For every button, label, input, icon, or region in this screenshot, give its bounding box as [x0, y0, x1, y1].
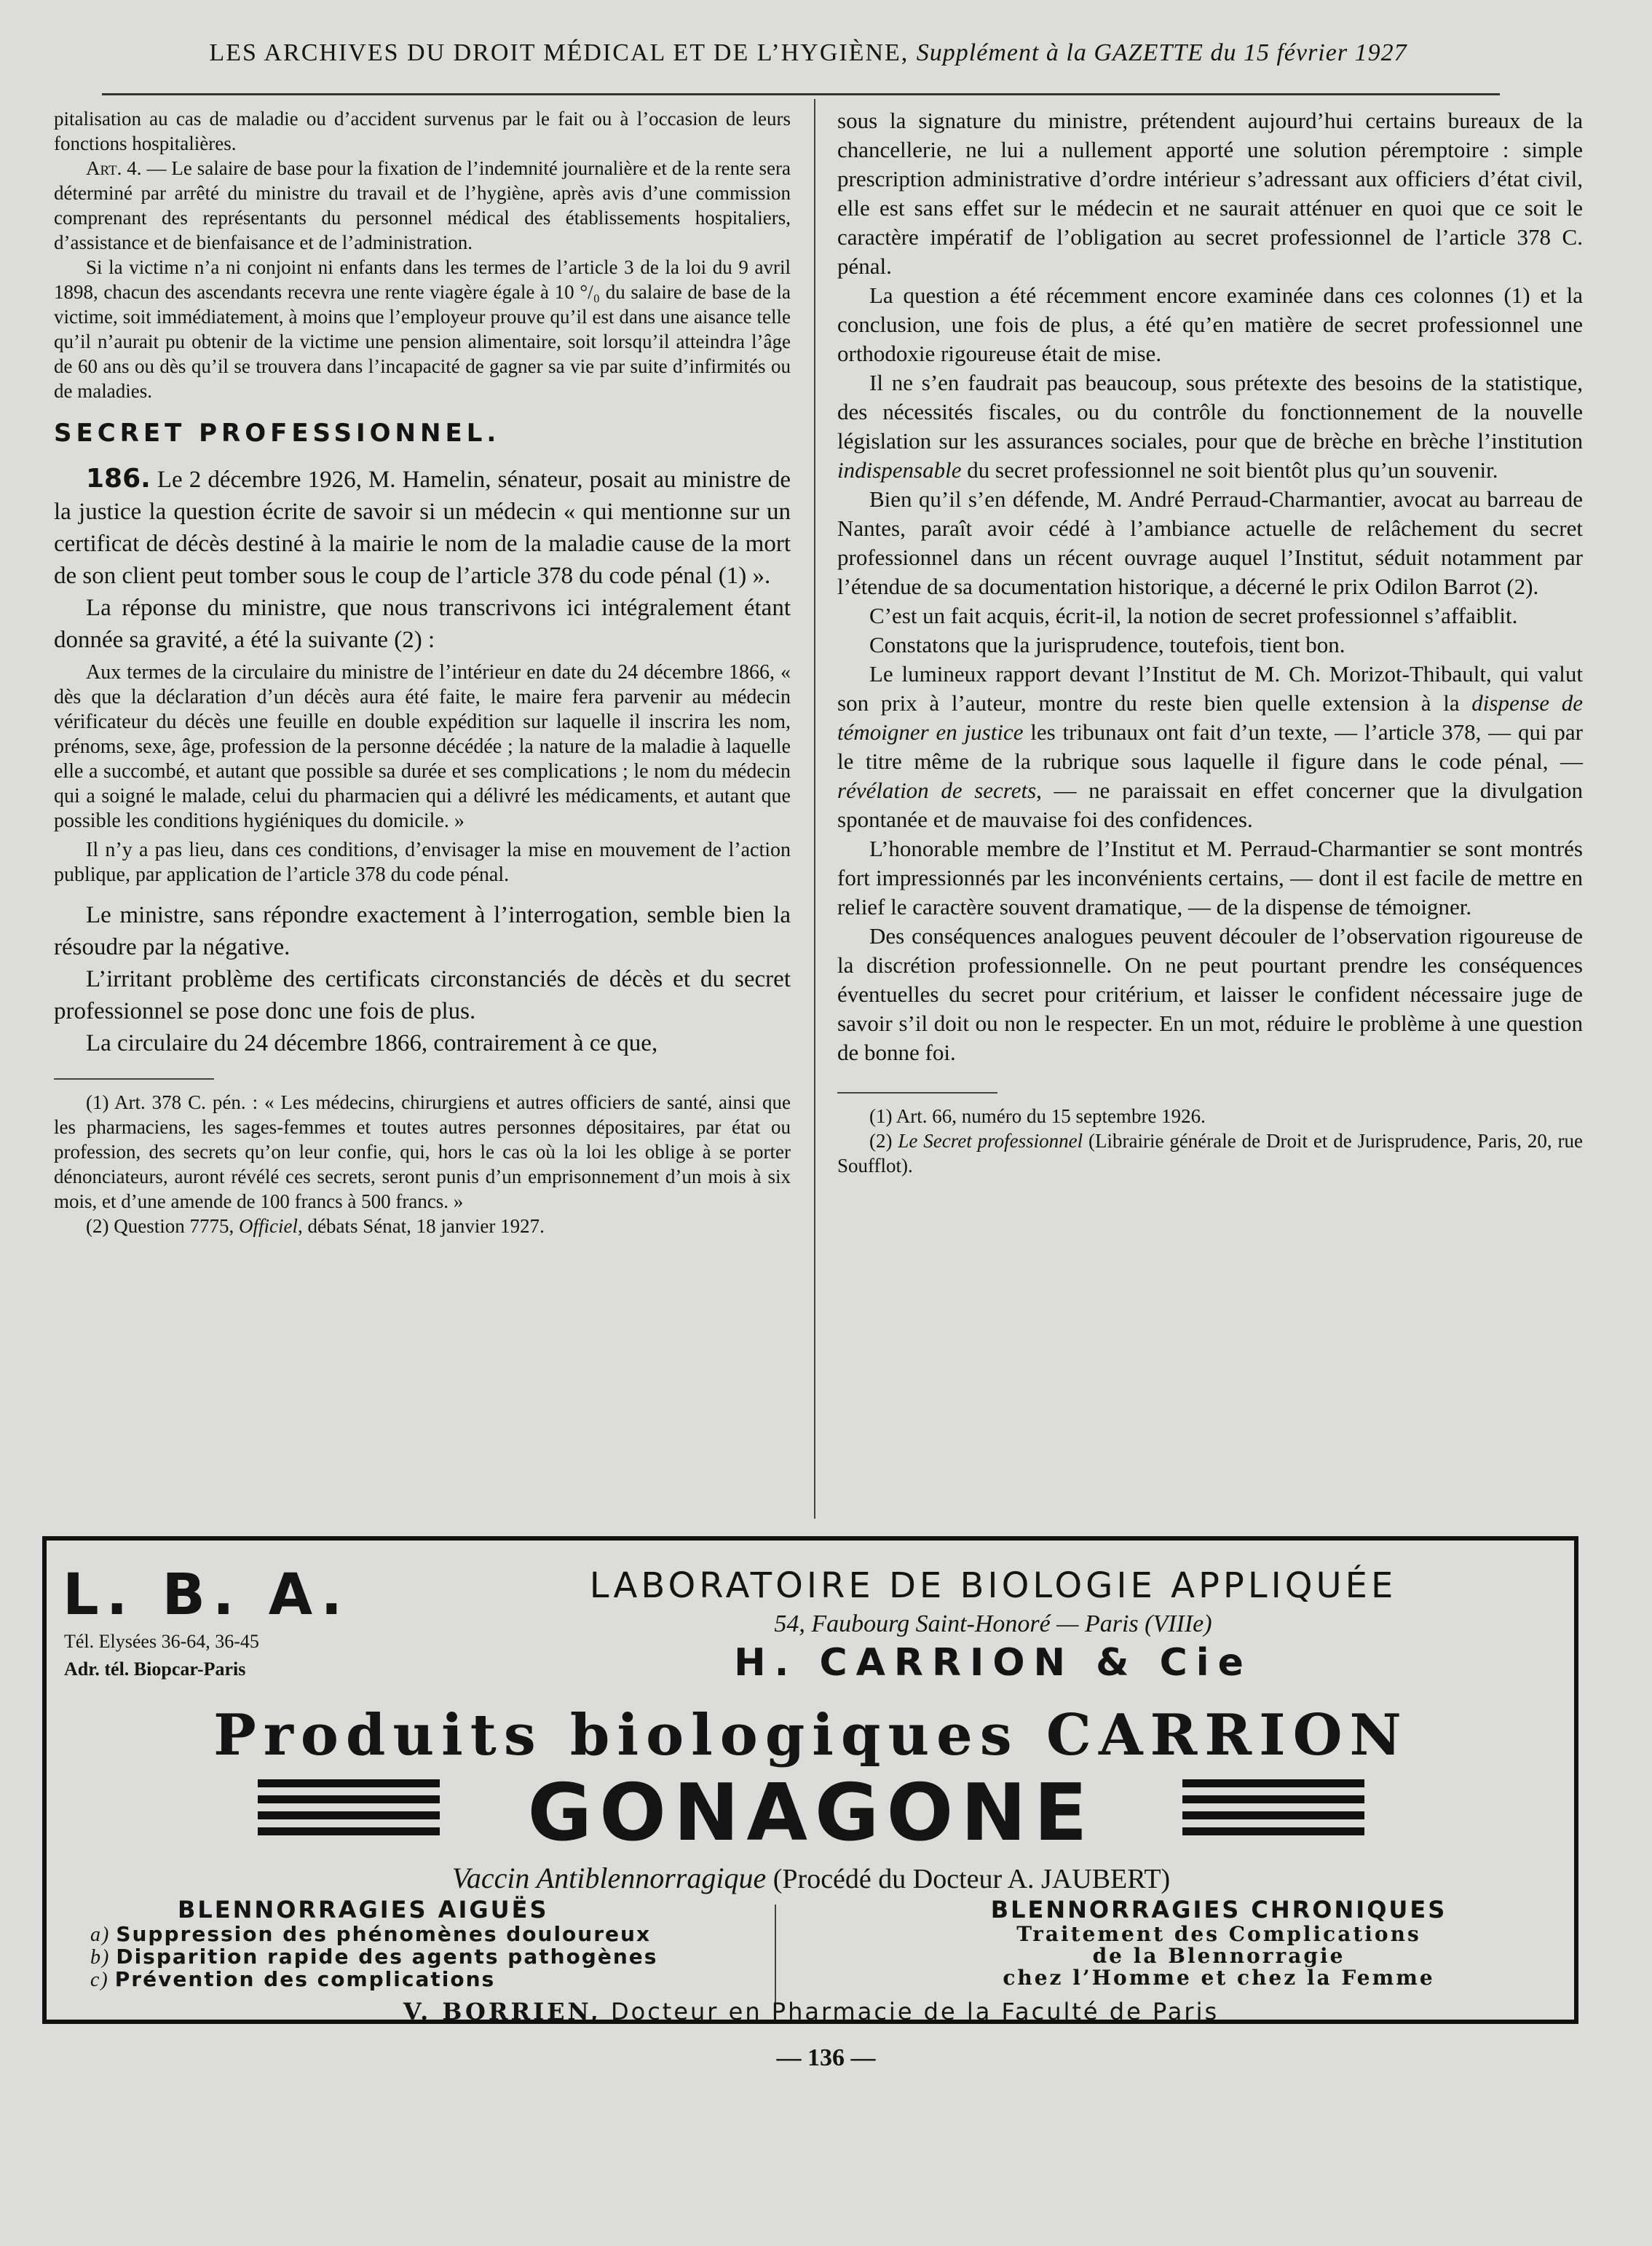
paragraph-186-text: Le 2 décembre 1926, M. Hamelin, sénateur, posait au ministre de la justice la question écrite de savoir si un médecin « qui mentionne sur un certificat de décès destiné à la mairie le nom de la maladie cause de la mort de son client peut tomber sous le coup de l’article 378 du code pénal (1) ». — [54, 467, 791, 589]
ad-pharmacist-line — [76, 1998, 1546, 2025]
ad-vertical-divider — [775, 1905, 776, 2004]
acute-item — [90, 1946, 760, 1969]
footnote-2-end: , débats Sénat, 18 janvier 1927. — [297, 1215, 545, 1237]
header-rule — [102, 93, 1500, 95]
paragraph-jurisprudence: Constatons que la jurisprudence, toutefois, tient bon. — [869, 632, 1345, 657]
acute-item — [90, 1923, 760, 1946]
ad-chronic-section — [898, 1896, 1539, 1989]
footnote-rule-right — [837, 1092, 997, 1094]
article-4-label: Art. 4. — [86, 157, 142, 179]
acute-item-text: Suppression des phénomènes douloureux — [116, 1922, 652, 1946]
rfn2-a: (2) — [869, 1130, 898, 1152]
paragraph-statistique — [837, 368, 1583, 485]
supplement-line: Supplément à la GAZETTE du 15 février 1927 — [916, 39, 1407, 66]
vaccine-name: Vaccin Antiblennorragique — [451, 1862, 767, 1894]
chronic-line: chez l’Homme et chez la Femme — [1003, 1966, 1435, 1990]
p7-d: révélation de secrets — [837, 778, 1037, 803]
paragraph-consequences: Des conséquences analogues peuvent découler de l’observation rigoureuse de la discrétion professionnelle. On ne peut pourtant prendre les conséquences éventuelles du secret pour critérium, et laisser le confident nécessaire juge de savoir s’il doit ou non le respecter. En un mot, réduire le problème à une question de bonne foi. — [837, 923, 1583, 1065]
paragraph-number: 186. — [86, 464, 151, 494]
section-title: SECRET PROFESSIONNEL. — [54, 419, 501, 448]
rfn2-b: Le Secret professionnel — [898, 1130, 1083, 1152]
p3-end: du secret professionnel ne soit bientôt plus qu’un souvenir. — [961, 457, 1498, 483]
paragraph-perraud: Bien qu’il s’en défende, M. André Perraud-Charmantier, avocat au barreau de Nantes, paraît avoir cédé à l’ambiance actuelle de relâchement du secret professionnel dans un récent ouvrage auquel l’Institut, séduit notamment par l’étendue de sa documentation historique, a décerné le prix Odilon Barrot (2). — [837, 486, 1583, 599]
paragraph-rapport — [837, 660, 1583, 834]
p3-start: Il ne s’en faudrait pas beaucoup, sous prétexte des besoins de la statistique, des nécessités fiscales, ou du contrôle du fonctionnement de la nouvelle législation sur les assurances sociales, pour que de brèche en brèche l’institution — [837, 370, 1583, 454]
pharmacist-title: Docteur en Pharmacie de la Faculté de Paris — [601, 1998, 1220, 2025]
column-divider — [814, 99, 815, 1519]
ad-acute-section — [90, 1896, 760, 1991]
paragraph-hospitalisation: pitalisation au cas de maladie ou d’accident survenus par le fait ou à l’occasion de leurs fonctions hospitalières. — [54, 108, 791, 154]
quote-conclusion: Il n’y a pas lieu, dans ces conditions, d’envisager la mise en mouvement de l’action publique, par application de l’article 378 du code pénal. — [54, 839, 791, 886]
advertisement — [42, 1536, 1578, 2024]
right-footnote-1: (1) Art. 66, numéro du 15 septembre 1926. — [869, 1105, 1206, 1127]
footnote-2 — [54, 1214, 791, 1238]
right-footnote-2 — [837, 1128, 1583, 1178]
footnote-2-officiel: Officiel — [238, 1215, 298, 1237]
ad-brand-gonagone: GONAGONE — [527, 1768, 1095, 1859]
paragraph-article-4 — [54, 156, 791, 255]
p7-b: dispense de témoigner en justice — [837, 690, 1583, 745]
right-column — [837, 106, 1583, 1178]
paragraph-signature: sous la signature du ministre, prétendent aujourd’hui certains bureaux de la chancellerie, ne lui a nullement apporté une solution péremptoire : simple prescription administrative d’ordre intérieur s’adressant aux officiers d’état civil, elle est sans effet sur le médecin et ne saurait atténuer en quoi que ce soit le caractère impératif de l’obligation au secret professionnel de l’article 378 C. pénal. — [837, 108, 1583, 279]
acute-item-letter: c) — [90, 1969, 109, 1991]
decorative-stripes-left — [258, 1779, 440, 1843]
article-4-text: — Le salaire de base pour la fixation de l’indemnité journalière et de la rente sera déterminé par arrêté du ministre du travail et de l’hygiène, après avis d’une commission comprenant des représentants du personnel médical des établissements hospitaliers, d’assistance et de bienfaisance et de l’administration. — [54, 157, 791, 253]
left-column — [54, 106, 791, 1238]
p3-italic: indispensable — [837, 457, 962, 483]
lba-logo: L. B. A. — [63, 1562, 350, 1628]
rfn2-c: (Librairie générale de Droit et de Jurisprudence, Paris, 20, rue Soufflot). — [837, 1130, 1583, 1177]
acute-item-text: Prévention des complications — [114, 1967, 496, 1991]
ad-laboratory-name: LABORATOIRE DE BIOLOGIE APPLIQUÉE — [589, 1565, 1397, 1606]
vaccine-procedure: (Procédé du Docteur A. JAUBERT) — [766, 1864, 1171, 1894]
acute-item — [90, 1969, 760, 1991]
page-header — [109, 39, 1507, 67]
chronic-title: BLENNORRAGIES CHRONIQUES — [990, 1896, 1447, 1923]
decorative-stripes-right — [1182, 1779, 1364, 1843]
pharmacist-name: V. BORRIEN, — [403, 1998, 601, 2025]
footnote-rule — [54, 1078, 214, 1080]
paragraph-honorable: L’honorable membre de l’Institut et M. Perraud-Charmantier se sont montrés fort impressionnés par les inconvénients certains, — dont il est facile de mettre en relief le caractère souvent dramatique, — de la dispense de témoigner. — [837, 836, 1583, 920]
paragraph-ministre: Le ministre, sans répondre exactement à l’interrogation, semble bien la résoudre par la négative. — [54, 902, 791, 960]
acute-item-letter: b) — [90, 1946, 111, 1969]
chronic-line: de la Blennorragie — [1092, 1944, 1345, 1968]
acute-item-text: Disparition rapide des agents pathogènes — [116, 1945, 658, 1969]
paragraph-circulaire: La circulaire du 24 décembre 1866, contrairement à ce que, — [86, 1030, 658, 1056]
chronic-line: Traitement des Complications — [1016, 1922, 1421, 1946]
acute-title: BLENNORRAGIES AIGUËS — [178, 1896, 549, 1923]
p7-e: , — ne paraissait en effet concerner que la divulgation spontanée et de mauvaise foi des confidences. — [837, 778, 1583, 832]
p7-a: Le lumineux rapport devant l’Institut de M. Ch. Morizot-Thibault, qui valut son prix à l’auteur, montre du reste bien quelle extension à la — [837, 661, 1583, 716]
paragraph-186 — [54, 463, 791, 592]
ad-telephone: Tél. Elysées 36-64, 36-45 — [64, 1631, 259, 1652]
ad-street-address: 54, Faubourg Saint-Honoré — Paris (VIIIe) — [774, 1610, 1212, 1637]
paragraph-question: La question a été récemment encore examinée dans ces colonnes (1) et la conclusion, une fois de plus, a été qu’en matière de secret professionnel une orthodoxie rigoureuse était de mise. — [837, 282, 1583, 366]
footnote-1: (1) Art. 378 C. pén. : « Les médecins, chirurgiens et autres officiers de santé, ainsi que les pharmaciens, les sages-femmes et toutes autres personnes dépositaires, par état ou profession, des secrets qu’on leur confie, qui, hors le cas où la loi les oblige à se porter dénonciateurs, auront révélé ces secrets, seront punis d’un emprisonnement d’un mois à six mois, et d’une amende de 100 francs à 500 francs. » — [54, 1091, 791, 1212]
page-number: — 136 — — [776, 2044, 876, 2071]
paragraph-fait-acquis: C’est un fait acquis, écrit-il, la notion de secret professionnel s’affaiblit. — [869, 603, 1518, 628]
acute-item-letter: a) — [90, 1923, 111, 1946]
paragraph-victime: Si la victime n’a ni conjoint ni enfants dans les termes de l’article 3 de la loi du 9 avril 1898, chacun des ascendants recevra une rente viagère égale à 10 °/₀ du salaire de base de la victime, soit immédiatement, à moins que l’employeur prouve qu’il est dans une aisance telle qu’il n’aurait pu obtenir de la victime une pension alimentaire, soit lorsqu’il atteindra l’âge de 60 ans ou dès qu’il se trouvera dans l’incapacité de gagner sa vie par suite d’infirmités ou de maladies. — [54, 256, 791, 402]
journal-title: LES ARCHIVES DU DROIT MÉDICAL ET DE L’HYGIÈNE, — [209, 39, 909, 66]
ad-vaccine-line — [192, 1861, 1430, 1895]
paragraph-reponse: La réponse du ministre, que nous transcrivons ici intégralement étant donnée sa gravité, a été la suivante (2) : — [54, 595, 791, 653]
right-footnotes — [837, 1104, 1583, 1178]
ad-telegraph-address: Adr. tél. Biopcar-Paris — [64, 1658, 246, 1680]
ad-products-headline: Produits biologiques CARRION — [213, 1702, 1409, 1768]
footnote-2-start: (2) Question 7775, — [86, 1215, 239, 1237]
left-footnotes — [54, 1090, 791, 1238]
ad-company: H. CARRION & Cie — [734, 1641, 1252, 1685]
p7-c: les tribunaux ont fait d’un texte, — l’article 378, — qui par le titre même de la rubrique sous laquelle il figure dans le code pénal, — — [837, 719, 1583, 774]
quote-circulaire: Aux termes de la circulaire du ministre de l’intérieur en date du 24 décembre 1866, « dès que la déclaration d’un décès aura été faite, le maire fera parvenir au médecin vérificateur du décès une feuille en double expédition sur laquelle il inscrira les nom, prénoms, sexe, âge, profession de la personne décédée ; la nature de la maladie à laquelle elle a succombé, et autant que possible sa durée et ses complications ; le nom du médecin qui a soigné le malade, celui du pharmacien qui a délivré les médicaments, et autant que possible les conditions hygiéniques du domicile. » — [54, 661, 791, 832]
paragraph-irritant: L’irritant problème des certificats circonstanciés de décès et du secret professionnel se pose donc une fois de plus. — [54, 966, 791, 1024]
